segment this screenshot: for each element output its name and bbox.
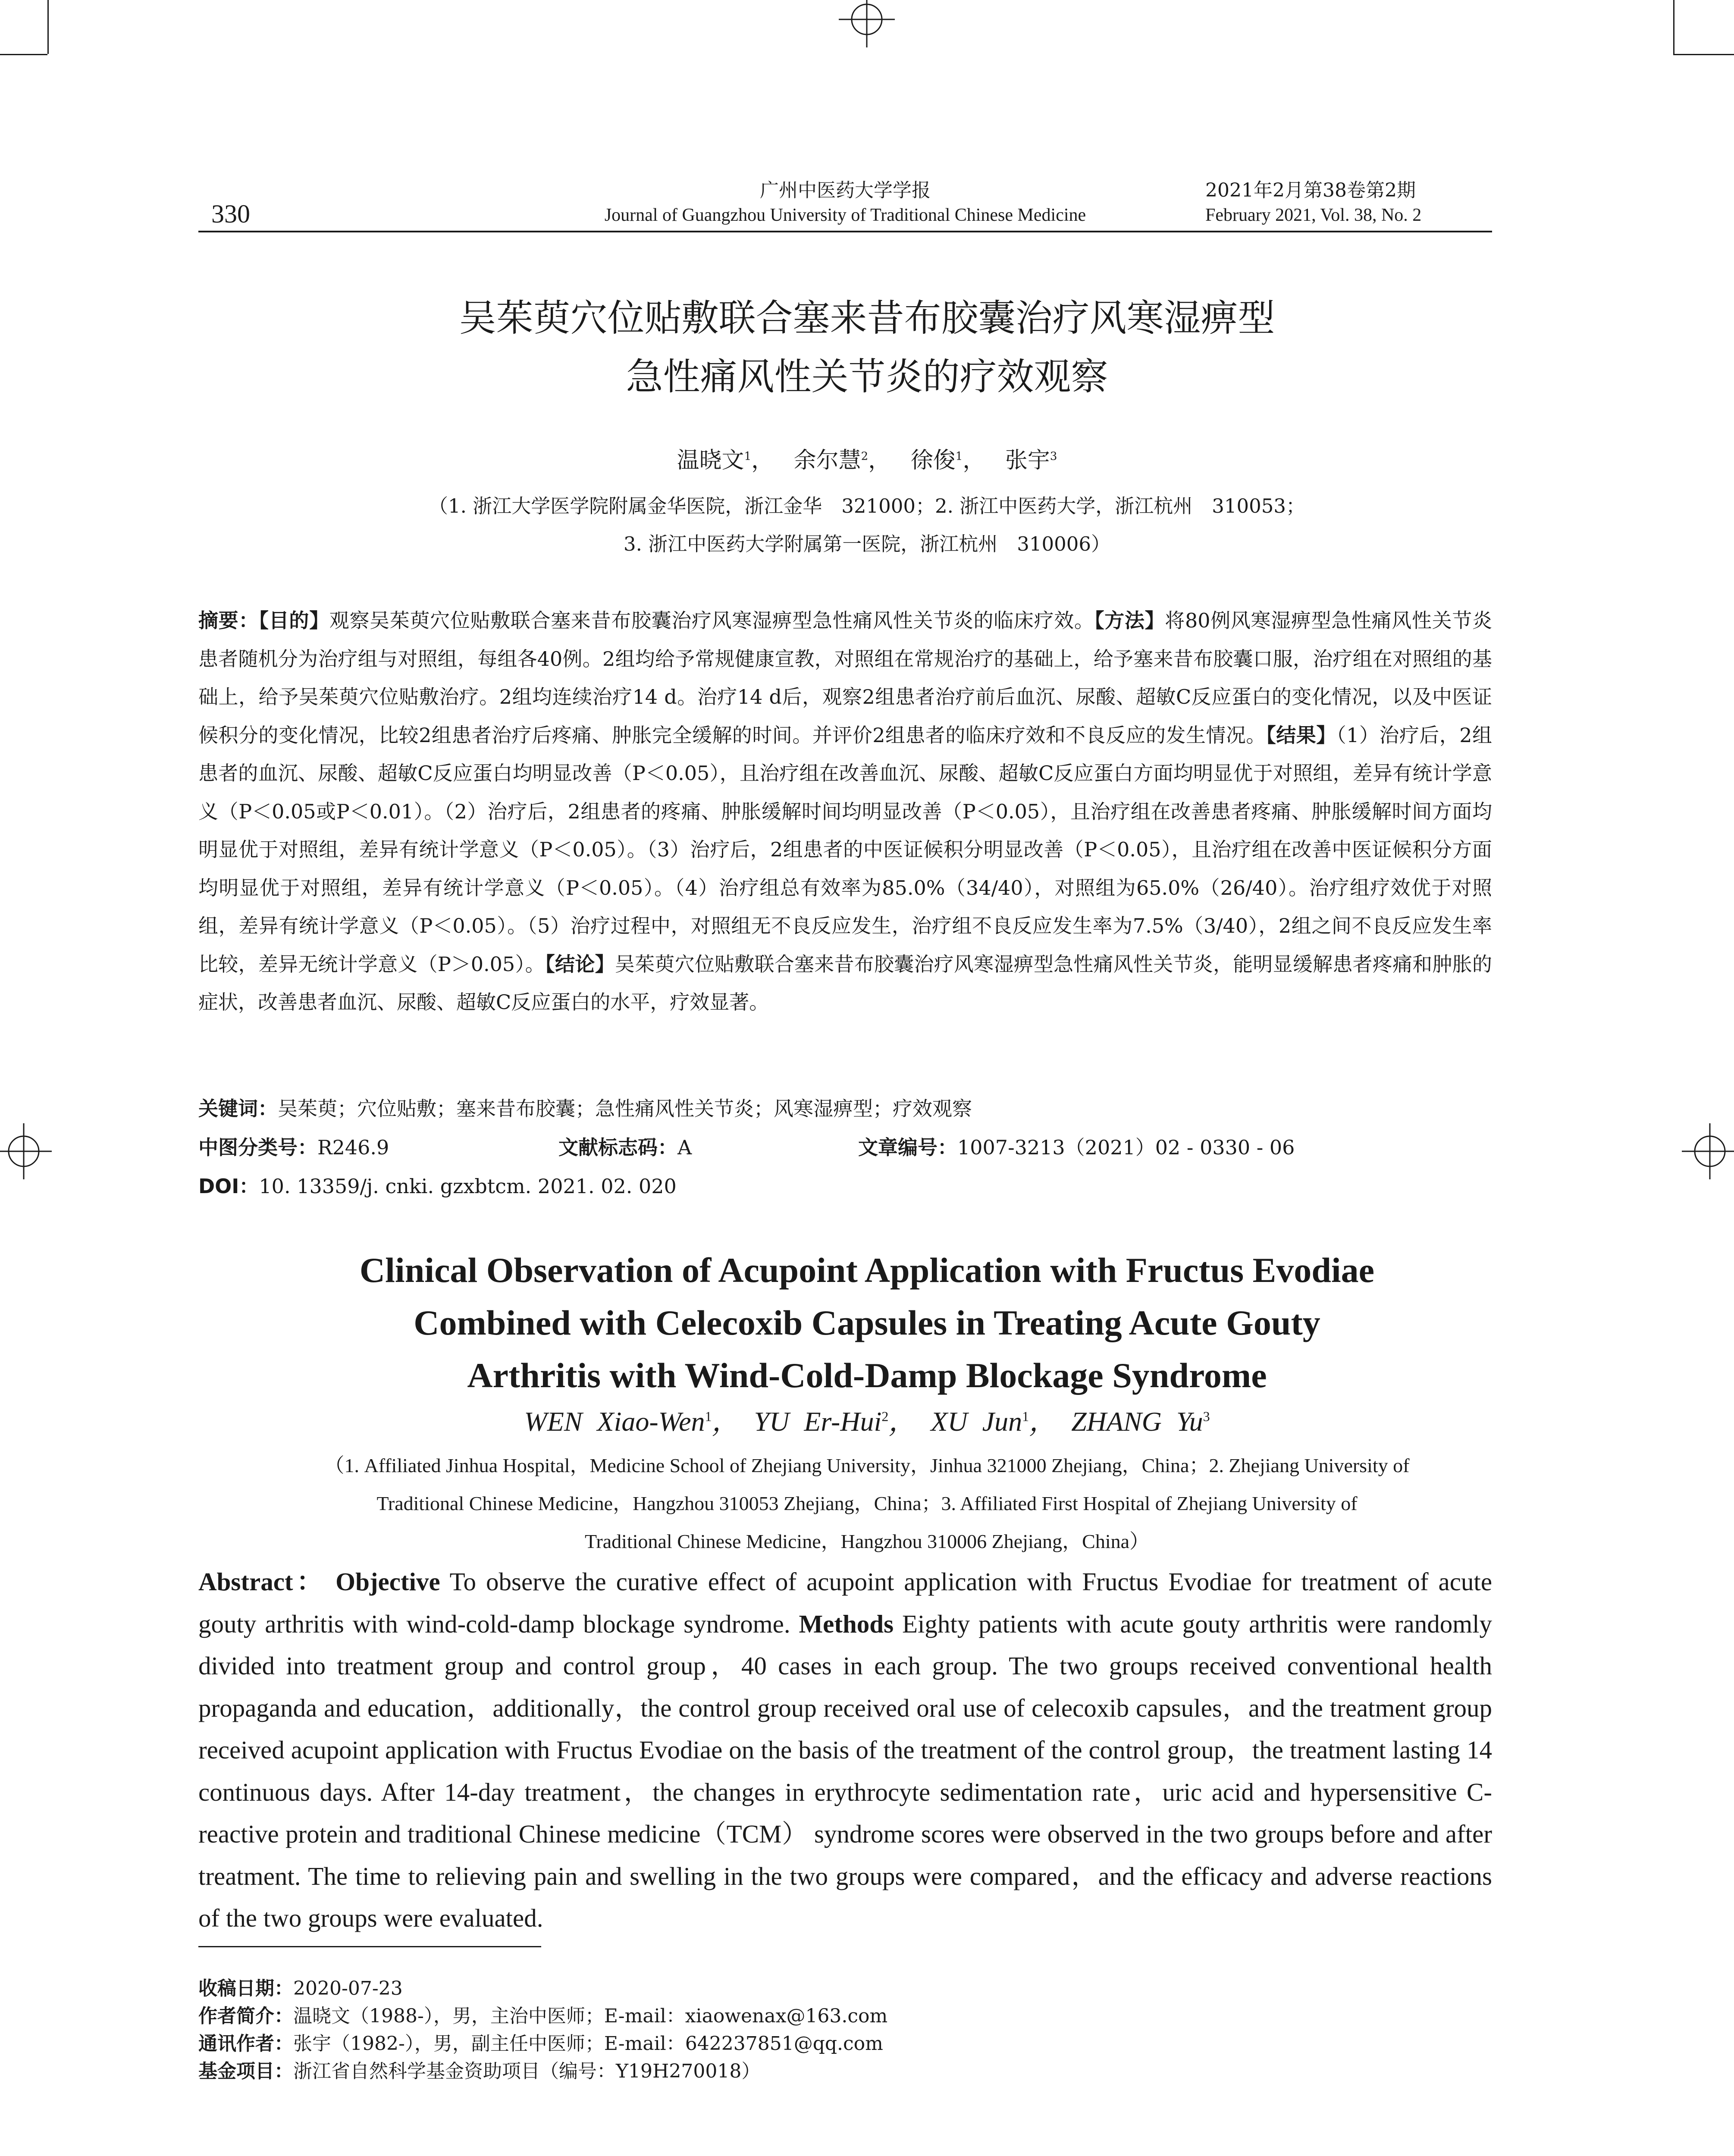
- affiliation-line: （1. 浙江大学医学院附属金华医院，浙江金华 321000；2. 浙江中医药大学，浙江杭州 310053；: [428, 495, 1306, 517]
- footnote-value: 温晓文（1988-），男，主治中医师；E-mail：xiaowenax@163.com: [293, 2005, 888, 2027]
- author-name: YU Er-Hui: [754, 1406, 882, 1437]
- objective-label: 【目的】: [259, 609, 329, 632]
- abstract-en: [198, 1561, 1492, 1940]
- keywords-label: 关键词：: [198, 1097, 278, 1120]
- footnote-value: 2020-07-23: [293, 1977, 403, 1999]
- keywords-cn: [198, 1093, 972, 1122]
- doi-label: DOI：: [198, 1175, 259, 1198]
- article-no-value: 1007-3213（2021）02 - 0330 - 06: [957, 1136, 1295, 1159]
- journal-name-cn: 广州中医药大学学报: [760, 179, 931, 201]
- affiliation-line: （1. Affiliated Jinhua Hospital，Medicine School of Zhejiang University，Jinhua 321000 Zhejiang，China；2. Zhejiang University of: [324, 1454, 1410, 1476]
- author-list-en: WEN Xiao-Wen$^1$， YU Er-Hui$^2$， XU Jun$^1$， ZHANG Yu$^3$: [524, 1406, 1210, 1437]
- methods-text: 将80例风寒湿痹型急性痛风性关节炎患者随机分为治疗组与对照组，每组各40例。2组均给予常规健康宣教，对照组在常规治疗的基础上，给予塞来昔布胶囊口服，治疗组在对照组的基础上，给予吴茱萸穴位贴敷治疗。2组均连续治疗14 d。治疗14 d后，观察2组患者治疗前后血沉、尿酸、超敏C反应蛋白的变化情况，以及中医证候积分的变化情况，比较2组患者治疗后疼痛、肿胀完全缓解的时间。并评价2组患者的临床疗效和不良反应的发生情况。: [198, 609, 1493, 747]
- article-title-cn: [172, 289, 1562, 406]
- methods-text: Eighty patients with acute gouty arthritis were randomly divided into treatment group and control group，40 cases in each group. The two groups received conventional health propaganda and education，additionally，the control group received oral use of celecoxib capsules，and the treatment group received acupoint application with Fructus Evodiae on the basis of the treatment of the control group，the treatment lasting 14 continuous days. After 14-day treatment，the changes in erythrocyte sedimentation rate，uric acid and hypersensitive C- reactive protein and traditional Chinese medicine（TCM） syndrome scores were observed in the two groups before and after treatment. The time to relieving pain and swelling in the two groups were compared，and the efficacy and adverse reactions of the two groups were evaluated.: [198, 1609, 1492, 1932]
- footnote-label: 基金项目：: [198, 2060, 293, 2082]
- footnote-value: 浙江省自然科学基金资助项目（编号：Y19H270018）: [293, 2060, 761, 2082]
- author-name: WEN Xiao-Wen: [524, 1406, 705, 1437]
- author-affil-sup: 1: [705, 1408, 712, 1424]
- author-affil-sup: 3: [1050, 450, 1057, 463]
- title-line: Arthritis with Wind-Cold-Damp Blockage Syndrome: [467, 1356, 1267, 1395]
- doc-code-value: A: [677, 1136, 692, 1159]
- author-name: 徐俊: [910, 448, 956, 473]
- page-number: 330: [211, 200, 250, 228]
- clc-label: 中图分类号：: [198, 1136, 317, 1159]
- footnote-author-bio: [198, 2002, 887, 2030]
- footnote-funding: [198, 2058, 887, 2085]
- header-rule: [198, 231, 1492, 232]
- footnote-label: 通讯作者：: [198, 2033, 293, 2055]
- abstract-label: 摘要：: [198, 609, 259, 632]
- doi-line: [198, 1171, 677, 1199]
- crop-mark: [47, 0, 49, 54]
- author-list-cn: 温晓文$^1$， 余尔慧$^2$， 徐俊$^1$， 张宇$^3$: [677, 448, 1057, 473]
- title-line: 急性痛风性关节炎的疗效观察: [626, 355, 1108, 398]
- author-name: XU Jun: [931, 1406, 1022, 1437]
- author-affil-sup: 1: [744, 450, 752, 463]
- footnote-received: [198, 1975, 887, 2002]
- issue-info-cn: 2021年2月第38卷第2期: [1205, 179, 1416, 201]
- objective-label: Objective: [336, 1567, 440, 1596]
- doi-value: 10. 13359/j. cnki. gzxbtcm. 2021. 02. 020: [259, 1175, 677, 1198]
- conclusion-text: 吴茱萸穴位贴敷联合塞来昔布胶囊治疗风寒湿痹型急性痛风性关节炎，能明显缓解患者疼痛和肿胀的症状，改善患者血沉、尿酸、超敏C反应蛋白的水平，疗效显著。: [198, 952, 1493, 1014]
- affiliations-cn: [172, 487, 1562, 563]
- crop-mark: [1673, 54, 1734, 55]
- author-name: 余尔慧: [793, 448, 861, 473]
- registration-mark-icon: [1682, 1123, 1734, 1179]
- article-title-en: [172, 1244, 1562, 1402]
- crop-mark: [0, 54, 47, 55]
- conclusion-label: 【结论】: [545, 952, 615, 976]
- affiliation-line: Traditional Chinese Medicine，Hangzhou 310053 Zhejiang，China；3. Affiliated First Hospital of Zhejiang University of: [376, 1492, 1358, 1514]
- title-line: Combined with Celecoxib Capsules in Treating Acute Gouty: [414, 1303, 1320, 1342]
- keywords-value: 吴茱萸；穴位贴敷；塞来昔布胶囊；急性痛风性关节炎；风寒湿痹型；疗效观察: [278, 1097, 972, 1120]
- registration-mark-icon: [839, 0, 895, 47]
- footnotes: [198, 1975, 887, 2085]
- abstract-cn: [198, 602, 1492, 1022]
- author-affil-sup: 1: [1022, 1408, 1029, 1424]
- results-text: （1）治疗后，2组患者的血沉、尿酸、超敏C反应蛋白均明显改善（P＜0.05），且治疗组在改善血沉、尿酸、超敏C反应蛋白方面均明显优于对照组，差异有统计学意义（P＜0.05或P＜0.01）。（2）治疗后，2组患者的疼痛、肿胀缓解时间均明显改善（P＜0.05），且治疗组在改善患者疼痛、肿胀缓解时间方面均明显优于对照组，差异有统计学意义（P＜0.05）。（3）治疗后，2组患者的中医证候积分明显改善（P＜0.05），且治疗组在改善中医证候积分方面均明显优于对照组，差异有统计学意义（P＜0.05）。（4）治疗组总有效率为85.0%（34/40），对照组为65.0%（26/40）。治疗组疗效优于对照组，差异有统计学意义（P＜0.05）。（5）治疗过程中，对照组无不良反应发生，治疗组不良反应发生率为7.5%（3/40），2组之间不良反应发生率比较，差异无统计学意义（P＞0.05）。: [198, 723, 1492, 976]
- author-name: ZHANG Yu: [1071, 1406, 1203, 1437]
- journal-name-en: Journal of Guangzhou University of Traditional Chinese Medicine: [604, 205, 1086, 225]
- issue-info-en: February 2021, Vol. 38, No. 2: [1205, 205, 1422, 225]
- abstract-label: Abstract：: [198, 1567, 326, 1596]
- clc-value: R246.9: [317, 1136, 389, 1159]
- methods-label: 【方法】: [1094, 609, 1165, 632]
- footnote-corresponding: [198, 2030, 887, 2058]
- affiliation-line: Traditional Chinese Medicine，Hangzhou 310006 Zhejiang，China）: [584, 1530, 1150, 1552]
- objective-text: To observe the curative effect of acupoint application with Fructus Evodiae for treatment of acute gouty arthritis with wind-cold-damp blockage syndrome.: [198, 1567, 1493, 1638]
- article-no-label: 文章编号：: [858, 1136, 957, 1159]
- doc-code-label: 文献标志码：: [558, 1136, 677, 1159]
- methods-label: Methods: [799, 1609, 894, 1638]
- footnote-value: 张宇（1982-），男，副主任中医师；E-mail：642237851@qq.com: [293, 2033, 883, 2055]
- results-label: 【结果】: [1266, 723, 1336, 747]
- author-name: 张宇: [1005, 448, 1050, 473]
- crop-mark: [1673, 0, 1674, 54]
- affiliation-line: 3. 浙江中医药大学附属第一医院，浙江杭州 310006）: [623, 533, 1111, 555]
- author-affil-sup: 2: [881, 1408, 889, 1424]
- author-affil-sup: 1: [955, 450, 963, 463]
- footnote-rule: [198, 1946, 541, 1947]
- affiliations-en: [172, 1447, 1562, 1561]
- title-line: 吴茱萸穴位贴敷联合塞来昔布胶囊治疗风寒湿痹型: [459, 297, 1275, 340]
- author-name: 温晓文: [677, 448, 744, 473]
- footnote-label: 收稿日期：: [198, 1977, 293, 1999]
- objective-text: 观察吴茱萸穴位贴敷联合塞来昔布胶囊治疗风寒湿痹型急性痛风性关节炎的临床疗效。: [329, 609, 1094, 632]
- author-affil-sup: 2: [861, 450, 869, 463]
- title-line: Clinical Observation of Acupoint Application with Fructus Evodiae: [359, 1250, 1375, 1290]
- author-affil-sup: 3: [1203, 1408, 1210, 1424]
- registration-mark-icon: [0, 1123, 52, 1179]
- footnote-label: 作者简介：: [198, 2005, 293, 2027]
